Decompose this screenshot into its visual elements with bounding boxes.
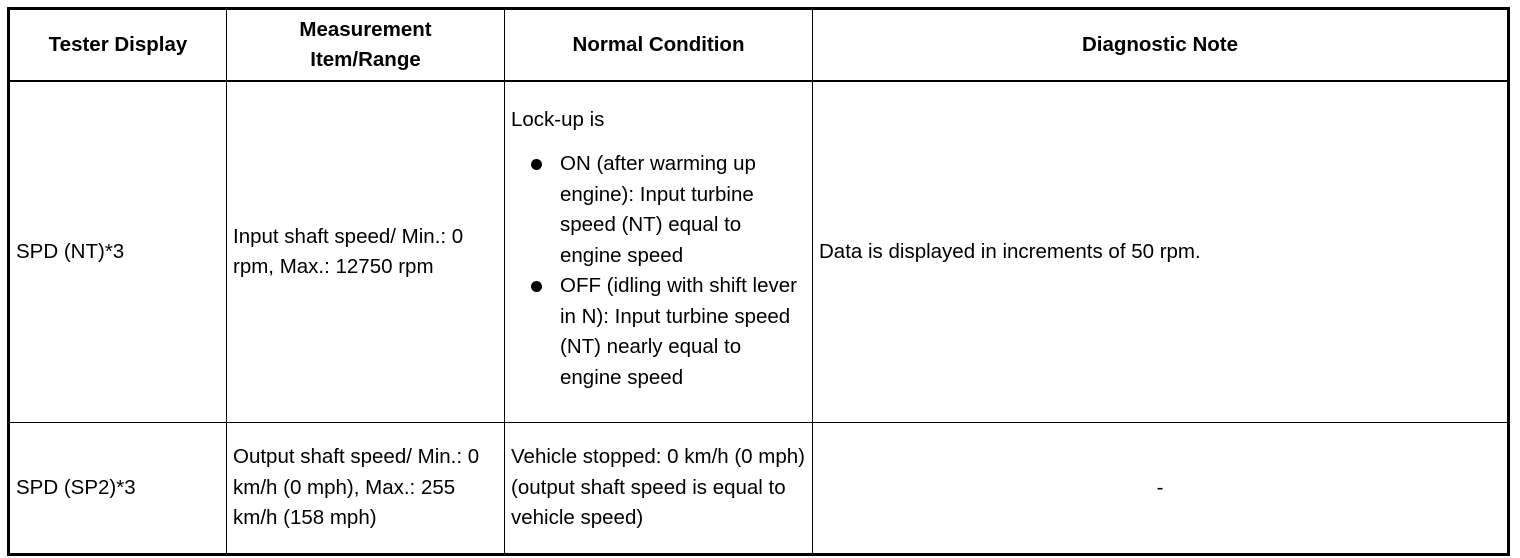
header-normal-condition: Normal Condition	[505, 9, 813, 82]
normal-condition-cell	[505, 81, 813, 423]
diagnostic-data-table	[7, 7, 1510, 556]
bullet-icon	[531, 281, 542, 292]
tester-display-cell: SPD (SP2)*3	[9, 423, 227, 555]
header-measurement-line1: Measurement	[299, 17, 432, 41]
table-row	[9, 423, 1509, 555]
header-row	[9, 9, 1509, 82]
header-diagnostic-note: Diagnostic Note	[813, 9, 1509, 82]
list-item-text: OFF (idling with shift lever in N): Input turbine speed (NT) nearly equal to engine speed	[560, 274, 797, 389]
table-body	[9, 81, 1509, 555]
list-item	[511, 271, 806, 393]
diagnostic-note-cell: -	[813, 423, 1509, 555]
normal-condition-cell: Vehicle stopped: 0 km/h (0 mph) (output shaft speed is equal to vehicle speed)	[505, 423, 813, 555]
measurement-cell: Output shaft speed/ Min.: 0 km/h (0 mph), Max.: 255 km/h (158 mph)	[227, 423, 505, 555]
list-item	[511, 149, 806, 271]
normal-condition-intro: Lock-up is	[511, 107, 605, 131]
measurement-cell: Input shaft speed/ Min.: 0 rpm, Max.: 12750 rpm	[227, 81, 505, 423]
diagnostic-note-cell: Data is displayed in increments of 50 rpm.	[813, 81, 1509, 423]
bullet-icon	[531, 159, 542, 170]
list-item-text: ON (after warming up engine): Input turbine speed (NT) equal to engine speed	[560, 152, 756, 267]
header-measurement-line2: Item/Range	[310, 48, 421, 71]
header-measurement-item-range	[227, 9, 505, 82]
table-row	[9, 81, 1509, 423]
normal-condition-list	[511, 149, 806, 393]
header-tester-display: Tester Display	[9, 9, 227, 82]
table-header	[9, 9, 1509, 82]
tester-display-cell: SPD (NT)*3	[9, 81, 227, 423]
